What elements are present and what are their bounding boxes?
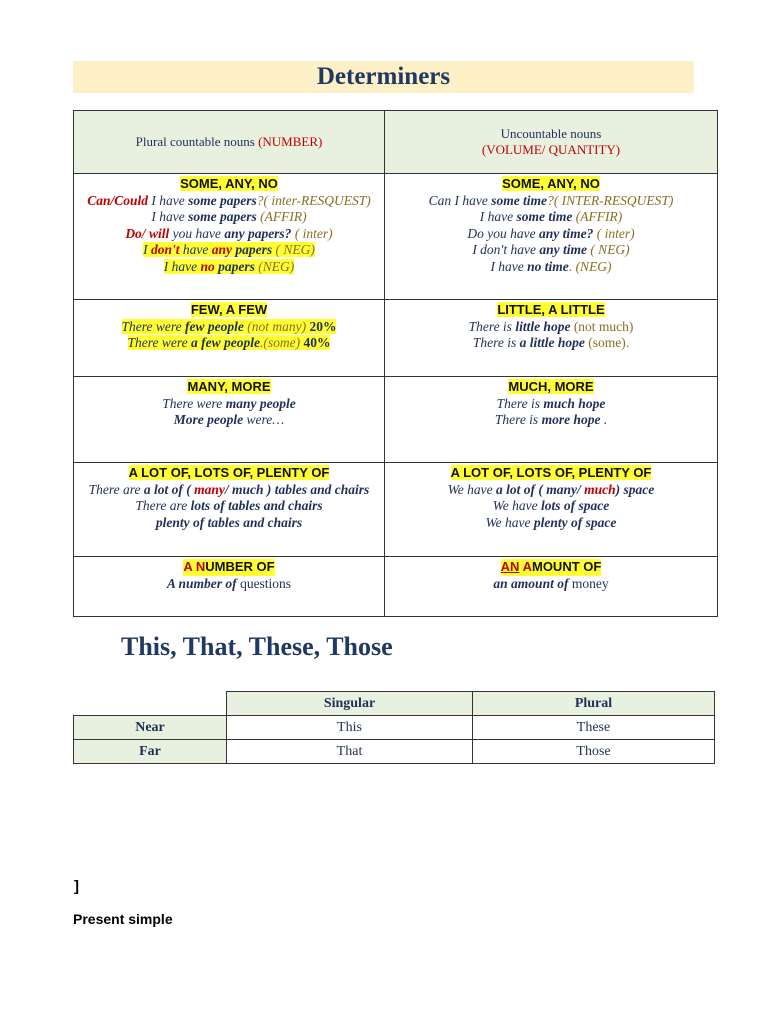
text-span: Do you have xyxy=(467,225,539,241)
header-right-label: Uncountable nouns xyxy=(500,125,602,141)
cell-few-right xyxy=(385,300,718,377)
header-left-note: (NUMBER) xyxy=(258,133,323,149)
text-span: questions xyxy=(236,575,292,591)
text-span: / much ) tables and chairs xyxy=(224,481,370,497)
text-span: . (NEG) xyxy=(568,258,612,274)
cell-heading xyxy=(183,559,274,576)
determiners-table xyxy=(73,110,718,617)
cell-heading: A LOT OF, LOTS OF, PLENTY OF xyxy=(128,465,330,480)
text-span: I have xyxy=(163,258,201,274)
text-span: have xyxy=(179,242,212,257)
text-span: ( inter) xyxy=(593,225,635,241)
demonstratives-title: This, That, These, Those xyxy=(121,632,393,661)
text-span: lots of space xyxy=(540,498,610,513)
text-span: much xyxy=(584,481,616,497)
text-span: I have xyxy=(490,258,528,274)
text-span: more hope xyxy=(541,412,601,427)
header-uncountable xyxy=(385,111,718,174)
text-span: ( NEG) xyxy=(586,242,630,257)
text-span: MOUNT OF xyxy=(531,559,602,574)
cell-some-left xyxy=(74,174,385,300)
text-span: a few people xyxy=(191,335,260,350)
cell-heading: A LOT OF, LOTS OF, PLENTY OF xyxy=(450,465,652,480)
text-span: (AFFIR) xyxy=(572,209,623,224)
text-span: were… xyxy=(243,412,285,427)
text-span: ( inter) xyxy=(291,225,333,241)
text-span: any papers? xyxy=(224,225,292,241)
cell-number-left xyxy=(74,557,385,617)
text-span: There is xyxy=(472,335,520,350)
text-span: There is xyxy=(468,318,516,334)
text-span: some time xyxy=(516,209,573,224)
text-span: ?( inter-RESQUEST) xyxy=(256,192,371,208)
cell-heading: MUCH, MORE xyxy=(508,379,594,394)
dem-header-row xyxy=(74,692,715,716)
text-span: many people xyxy=(225,395,296,411)
cell-much-right xyxy=(385,377,718,463)
text-span: lots of tables and chairs xyxy=(190,498,323,513)
text-span: There are xyxy=(88,481,144,497)
text-span: few people xyxy=(185,318,244,334)
cell-this: This xyxy=(227,716,473,740)
cell-heading: SOME, ANY, NO xyxy=(502,176,600,191)
text-span: a lot of ( xyxy=(143,481,195,497)
text-span: (not much) xyxy=(570,318,634,334)
section-heading: Present simple xyxy=(73,911,173,927)
text-span: don't xyxy=(151,242,180,257)
text-span: I have xyxy=(151,209,189,224)
text-span: A xyxy=(522,559,532,574)
text-span: Can/Could xyxy=(87,192,148,208)
text-span: AN xyxy=(500,559,520,574)
row-number-amount xyxy=(74,557,718,617)
text-span: any time xyxy=(539,242,587,257)
text-span: you have xyxy=(169,225,225,241)
text-span: (AFFIR) xyxy=(256,209,307,224)
header-right-note: (VOLUME/ QUANTITY) xyxy=(481,142,621,157)
cell-heading xyxy=(501,559,602,576)
text-span: an amount of xyxy=(493,575,569,591)
header-row xyxy=(74,111,718,174)
text-span: . xyxy=(600,412,608,427)
text-span: plenty of space xyxy=(533,514,617,530)
demonstratives-table xyxy=(73,691,715,764)
text-span: There is xyxy=(496,395,544,411)
cell-that: That xyxy=(227,740,473,764)
text-span: We have xyxy=(485,514,534,530)
text-span: some time xyxy=(491,192,548,208)
text-span: There were xyxy=(121,318,186,334)
text-span: Can I have xyxy=(428,192,492,208)
text-span: (some). xyxy=(584,335,630,350)
text-span: no xyxy=(200,258,215,274)
text-span: (not many) xyxy=(243,318,310,334)
text-span: A xyxy=(183,559,193,574)
col-singular: Singular xyxy=(227,692,473,716)
cell-some-right xyxy=(385,174,718,300)
text-span: no time xyxy=(527,258,569,274)
text-span: There is xyxy=(494,412,542,427)
text-span: N xyxy=(195,559,206,574)
text-span: I have xyxy=(479,209,517,224)
page-title: Determiners xyxy=(73,61,694,93)
text-span: I xyxy=(143,242,151,257)
text-span: More people xyxy=(173,412,244,427)
text-span: many xyxy=(194,481,225,497)
stray-bracket: ] xyxy=(74,878,79,895)
cell-heading: SOME, ANY, NO xyxy=(180,176,278,191)
text-span: a little hope xyxy=(519,335,585,350)
cell-those: Those xyxy=(473,740,715,764)
cell-heading: FEW, A FEW xyxy=(190,302,268,317)
text-span: papers xyxy=(232,242,273,257)
text-span: There are xyxy=(135,498,191,513)
row-many xyxy=(74,377,718,463)
text-span: I don't have xyxy=(472,242,540,257)
text-span: A number of xyxy=(166,575,237,591)
text-span: ) space xyxy=(615,481,655,497)
text-span: UMBER OF xyxy=(205,559,275,574)
text-span: There were xyxy=(127,335,191,350)
text-span: 40% xyxy=(303,335,331,350)
text-span: plenty of tables and chairs xyxy=(155,514,303,530)
text-span: little hope xyxy=(515,318,571,334)
text-span: money xyxy=(568,575,609,591)
text-span: ?( INTER-RESQUEST) xyxy=(547,192,674,208)
row-some-any-no xyxy=(74,174,718,300)
cell-these: These xyxy=(473,716,715,740)
text-span: Do/ will xyxy=(125,225,170,241)
cell-few-left xyxy=(74,300,385,377)
dem-row-far xyxy=(74,740,715,764)
col-plural: Plural xyxy=(473,692,715,716)
text-span: papers xyxy=(214,258,255,274)
cell-heading: LITTLE, A LITTLE xyxy=(497,302,605,317)
text-span: some papers xyxy=(188,192,257,208)
cell-heading: MANY, MORE xyxy=(187,379,271,394)
row-few xyxy=(74,300,718,377)
row-near: Near xyxy=(74,716,227,740)
text-span: any xyxy=(211,242,232,257)
text-span: 20% xyxy=(309,318,337,334)
cell-many-left xyxy=(74,377,385,463)
cell-lot-right xyxy=(385,463,718,557)
text-span: ( NEG) xyxy=(272,242,315,257)
text-span: much hope xyxy=(543,395,606,411)
empty-corner xyxy=(74,692,227,716)
row-a-lot-of xyxy=(74,463,718,557)
text-span: a lot of ( many/ xyxy=(495,481,585,497)
text-span: There were xyxy=(162,395,226,411)
text-span: .(some) xyxy=(259,335,304,350)
text-span: (NEG) xyxy=(254,258,295,274)
text-span: some papers xyxy=(188,209,257,224)
row-far: Far xyxy=(74,740,227,764)
dem-row-near xyxy=(74,716,715,740)
text-span: any time? xyxy=(538,225,594,241)
header-plural-countable xyxy=(74,111,385,174)
cell-amount-right xyxy=(385,557,718,617)
cell-lot-left xyxy=(74,463,385,557)
header-left-label: Plural countable nouns xyxy=(135,133,255,149)
text-span: We have xyxy=(492,498,541,513)
text-span: I have xyxy=(147,192,189,208)
text-span: We have xyxy=(447,481,496,497)
